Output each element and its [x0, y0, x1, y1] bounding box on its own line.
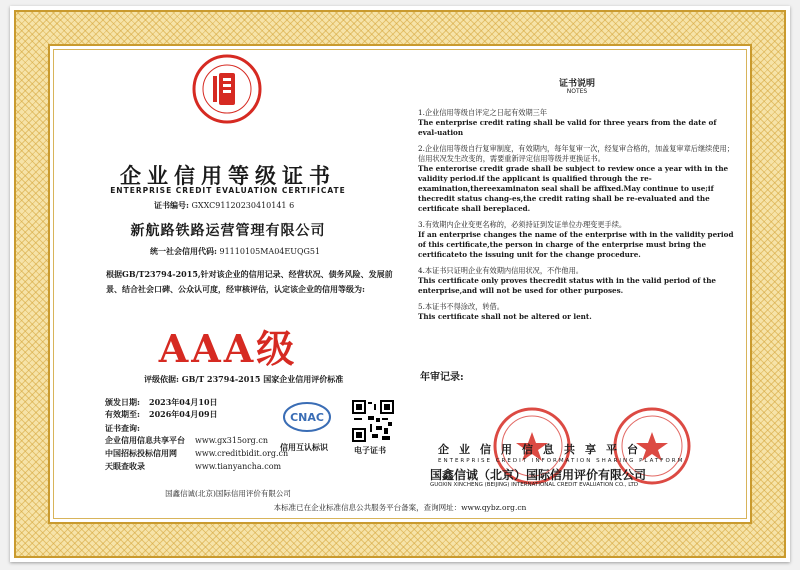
evaluation-paragraph: 根据GB/T23794-2015,针对该企业的信用记录、经营状况、债务风险、发展前景、结合社会口碑、公众认可度，经审核评估，认定该企业的信用等级为: — [106, 269, 393, 294]
query-item: 企业信用信息共享平台 www.gx315org.cn — [105, 435, 268, 445]
annual-review-label: 年审记录: — [420, 372, 464, 383]
rating-standard: 评级依据: GB/T 23794-2015 国家企业信用评价标准 — [144, 374, 344, 384]
notes-list — [418, 108, 736, 328]
issuing-org-en: GUOXIN XINCHENG (BEIJING) INTERNATIONAL CREDIT EVALUATION CO., LTD — [430, 482, 639, 488]
note-item: 3.有效期内企业变更名称的，必须持证到发证单位办理变更手续。 If an enterprise changes the name of the enterprise with in the validity period of this certificate,the person in charge of the enterprise must bring the certificateto the issuing unit for the change procedure. — [418, 220, 734, 259]
unified-credit-code: 统一社会信用代码: 91110105MA04EUQG51 — [150, 246, 321, 256]
certificate-query: 证书查询: 企业信用信息共享平台 www.gx315org.cn 中国招标投标信用网 www.creditbidit.org.cn 天眼查收录 www.tianyancha.com — [105, 423, 289, 471]
footer-note: 本标准已在企业标准信息公共服务平台备案，查询网址：www.qybz.org.cn — [273, 503, 527, 512]
note-item: 4.本证书只证明企业有效期内信用状况，不作他用。 This certificate only proves thecredit status with in the valid period of the enterprise,and will not be used for other purposes. — [418, 266, 716, 295]
cnac-label: 信用互认标识 — [280, 442, 328, 452]
note-item: 2.企业信用等级自行复审制度，有效期内，每年复审一次，经复审合格的，加盖复审章后继续使用；信用状况发生改变的，需要重新评定信用等级并更换证书。 The enterorise credit grade shall be subject to review once a year with in the validity period.if the applicant is qualified through the re-examination,thereexaminaton seal shall be affixed.May continue to use;if thecredit status chang-es,the credit rating shall be re-evaluated and the certificate shall bereplaced. — [418, 144, 734, 213]
issuer-name: 国鑫信诚(北京)国际信用评价有限公司 — [165, 489, 291, 498]
certificate-content — [58, 50, 742, 518]
cnac-logo-icon — [282, 400, 332, 434]
qr-code-icon[interactable] — [352, 400, 394, 442]
certificate-frame — [10, 6, 790, 562]
query-item: 天眼查收录 www.tianyancha.com — [105, 461, 282, 471]
credit-logo-seal — [192, 54, 262, 124]
issuing-org: 国鑫信诚（北京）国际信用评价有限公司 — [430, 468, 647, 482]
validity-dates: 颁发日期: 2023年04月10日 有效期至: 2026年04月09日 — [105, 397, 218, 419]
company-name: 新航路铁路运营管理有限公司 — [130, 223, 326, 239]
qr-label: 电子证书 — [354, 445, 386, 455]
certificate-notes — [412, 50, 742, 490]
certificate-number: 证书编号: GXXC91120230410141 6 — [154, 200, 295, 210]
platform-name-en: ENTERPRISE CREDIT INFORMATION SHARING PLATFORM — [438, 458, 685, 464]
svg-text:CNAC: CNAC — [290, 411, 324, 424]
credit-grade: AAA级 — [158, 326, 298, 371]
notes-subtitle: NOTES — [566, 88, 588, 95]
platform-name: 企业信用信息共享平台 — [438, 443, 648, 456]
note-item: 1.企业信用等级自评定之日起有效期三年 The enterprise credit rating shall be valid for three years from the date of eval-uation — [418, 108, 717, 137]
note-item: 5.本证书不得涂改，转借。 This certificate shall not be altered or lent. — [418, 302, 592, 321]
certificate-title: 企业信用等级证书 — [120, 163, 336, 188]
certificate-left — [58, 50, 398, 518]
certificate-title-en: ENTERPRISE CREDIT EVALUATION CERTIFICATE — [110, 186, 346, 195]
notes-title: 证书说明 — [558, 79, 595, 89]
query-item: 中国招标投标信用网 www.creditbidit.org.cn — [105, 448, 289, 458]
